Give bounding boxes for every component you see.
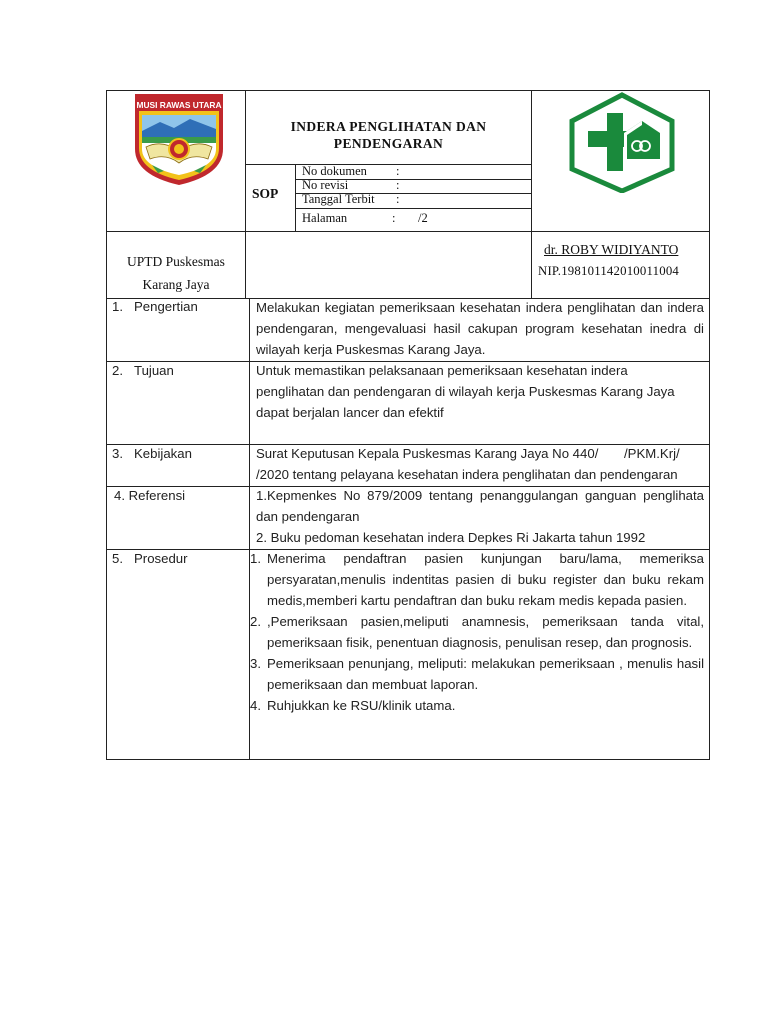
prosedur-step-text: Ruhjukkan ke RSU/klinik utama. (267, 698, 456, 713)
section-tujuan-line2: penglihatan dan pendengaran di wilayah kerja Puskesmas Karang Jaya (256, 384, 675, 399)
district-emblem-logo (132, 91, 226, 187)
prosedur-step-number: 2. (250, 614, 261, 629)
organization-name-line1: UPTD Puskesmas (127, 254, 225, 269)
field-no-dokumen-sep: : (396, 164, 400, 178)
section-kebijakan-number: 3. (112, 446, 123, 461)
section-kebijakan-line2: /2020 tentang pelayana kesehatan indera penglihatan dan pendengaran (256, 467, 678, 482)
field-tanggal-terbit-label: Tanggal Terbit (302, 192, 375, 206)
table-border-header-bottom (106, 231, 710, 232)
section-prosedur-number: 5. (112, 551, 123, 566)
title-row-bottom (245, 164, 532, 165)
section-kebijakan-label: Kebijakan (134, 446, 192, 461)
prosedur-step-text: Menerima pendaftran pasien kunjungan baru/lama, memeriksa persyaratan,menulis indentitas pasien di buku register dan buku rekam medis,memberi kartu pendaftran dan buku rekam medis kepada pasien. (267, 551, 704, 608)
sop-label: SOP (252, 186, 279, 201)
section-tujuan-line1: Untuk memastikan pelaksanaan pemeriksaan kesehatan indera (256, 363, 628, 378)
organization-name-line2: Karang Jaya (142, 277, 210, 292)
field-tanggal-terbit-sep: : (396, 192, 400, 206)
prosedur-step (250, 653, 704, 695)
signer-name: dr. ROBY WIDIYANTO (544, 242, 679, 257)
table-border-bottom (106, 759, 710, 760)
field-divider-3 (295, 208, 532, 209)
header-divider-right (531, 90, 532, 298)
prosedur-step-text: Pemeriksaan penunjang, meliputi: melakukan pemeriksaan , menulis hasil pemeriksaan dan membuat laporan. (267, 656, 704, 692)
puskesmas-logo (566, 91, 678, 193)
section-referensi-item1: 1.Kepmenkes No 879/2009 tentang penanggulangan ganguan penglihata dan pendengaran (256, 488, 704, 524)
section-tujuan-line3: dapat berjalan lancer dan efektif (256, 405, 444, 420)
field-no-dokumen-label: No dokumen (302, 164, 367, 178)
field-no-revisi-sep: : (396, 178, 400, 192)
section-pengertian-label: Pengertian (134, 299, 198, 314)
sop-divider (295, 164, 296, 231)
field-halaman-label: Halaman (302, 211, 348, 225)
section-referensi-label: 4. Referensi (114, 488, 186, 503)
prosedur-step (250, 548, 704, 611)
prosedur-step-number: 3. (250, 656, 261, 671)
prosedur-step (250, 695, 704, 716)
prosedur-steps-list (250, 548, 704, 716)
document-title-line2: PENDENGARAN (333, 136, 444, 151)
section-prosedur-label: Prosedur (134, 551, 188, 566)
signer-nip: NIP.198101142010011004 (538, 264, 680, 278)
prosedur-step-text: ,Pemeriksaan pasien,meliputi anamnesis, pemeriksaan tanda vital, pemeriksaan fisik, penentuan diagnosis, penulisan resep, dan prognosis. (267, 614, 704, 650)
district-banner-text: MUSI RAWAS UTARA (136, 100, 222, 110)
section-tujuan-label: Tujuan (134, 363, 174, 378)
table-border-left (106, 90, 107, 759)
prosedur-step (250, 611, 704, 653)
section-kebijakan-line1: Surat Keputusan Kepala Puskesmas Karang Jaya No 440/ /PKM.Krj/ (256, 446, 680, 461)
section-tujuan-number: 2. (112, 363, 123, 378)
document-title-line1: INDERA PENGLIHATAN DAN (290, 119, 487, 134)
prosedur-step-number: 1. (250, 551, 261, 566)
field-halaman-value: /2 (418, 211, 428, 225)
section-pengertian-number: 1. (112, 299, 123, 314)
field-no-revisi-label: No revisi (302, 178, 349, 192)
section-pengertian-text: Melakukan kegiatan pemeriksaan kesehatan indera penglihatan dan indera pendengaran, mengevaluasi hasil cakupan program kesehatan inedra di wilayah kerja Puskesmas Karang Jaya. (256, 300, 704, 357)
field-halaman-sep: : (392, 211, 396, 225)
section-referensi-item2: 2. Buku pedoman kesehatan indera Depkes Ri Jakarta tahun 1992 (256, 530, 646, 545)
table-border-right (709, 90, 710, 759)
prosedur-step-number: 4. (250, 698, 261, 713)
